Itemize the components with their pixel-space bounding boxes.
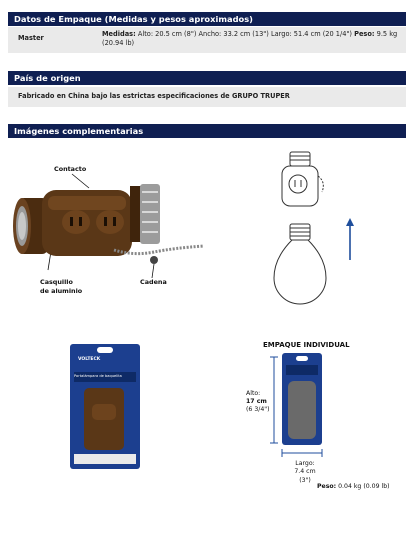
images-header-text: Imágenes complementarias [14, 126, 144, 136]
measures-value: Alto: 20.5 cm (8") Ancho: 33.2 cm (13") Largo: 51.4 cm (20 1/4") [137, 30, 353, 38]
images-header [8, 124, 406, 138]
packaging-header-text: Datos de Empaque (Medidas y pesos aproximados) [14, 14, 253, 24]
origin-row [8, 87, 406, 107]
origin-header [8, 71, 406, 85]
packaging-header [8, 12, 406, 26]
label-casquillo-2: de aluminio [40, 287, 83, 295]
label-contacto: Contacto [54, 165, 87, 173]
packaging-row-label: Master [18, 34, 44, 42]
packaging-measures [102, 30, 402, 48]
weight-label: Peso: [354, 30, 375, 38]
retail-package [70, 344, 140, 469]
socket-bulb-diagram [268, 148, 368, 318]
individual-title: EMPAQUE INDIVIDUAL [263, 341, 350, 349]
measures-label: Medidas: [102, 30, 136, 38]
origin-text: Fabricado en China bajo las estrictas especificaciones de GRUPO TRUPER [18, 92, 290, 100]
pack-brand: VOLTECK [78, 357, 101, 362]
largo-in: (3") [299, 477, 311, 484]
individual-weight-label: Peso: [317, 483, 337, 490]
pack-title: Portalámpara de baquelita [74, 374, 122, 378]
largo-cm: 7.4 cm [294, 468, 316, 475]
largo-label: Largo: [295, 460, 315, 467]
origin-header-text: País de origen [14, 73, 81, 83]
individual-weight [317, 483, 390, 490]
alto-label: Alto: [246, 390, 261, 397]
alto-cm: 17 cm [246, 398, 267, 405]
individual-weight-value: 0.04 kg (0.09 lb) [338, 483, 390, 490]
alto-in: (6 3/4") [246, 406, 270, 413]
weight-value-lb: (20.94 lb) [102, 39, 135, 47]
weight-value: 9.5 kg [376, 30, 398, 38]
packaging-row [8, 27, 406, 53]
label-cadena: Cadena [140, 278, 167, 286]
label-casquillo-1: Casquillo [40, 278, 73, 286]
